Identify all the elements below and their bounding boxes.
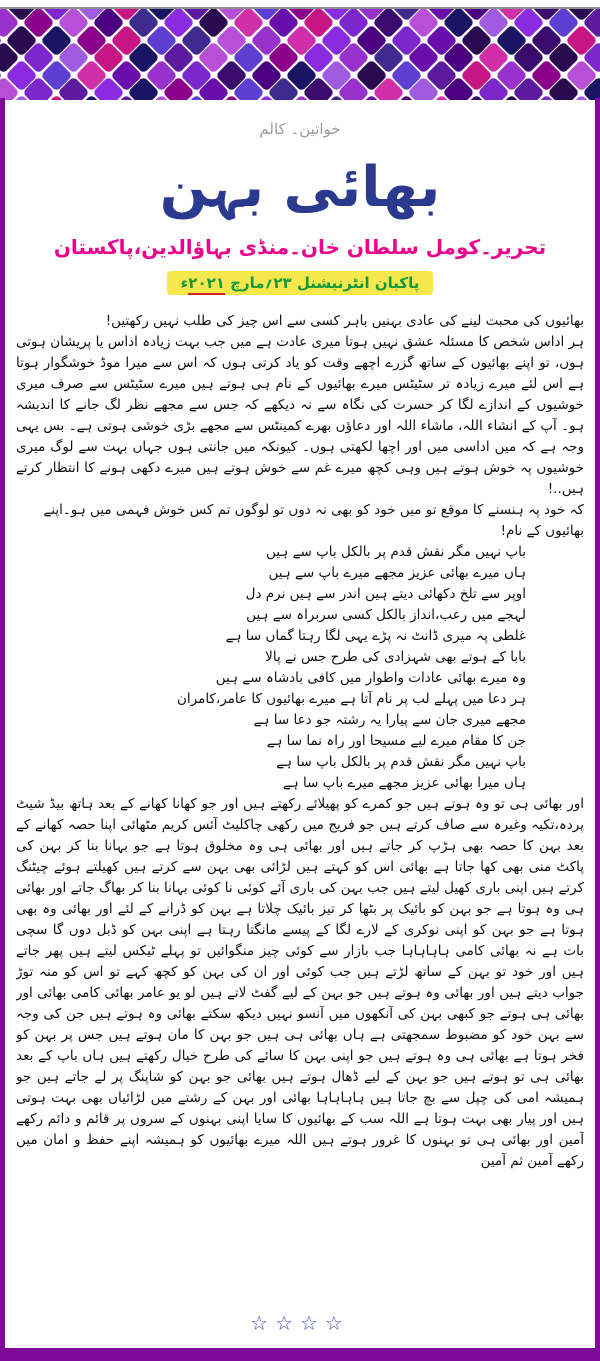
date-highlight <box>167 271 434 295</box>
content-column <box>6 100 594 1348</box>
poem-line: لہجے میں رعب،انداز بالکل کسی سربراہ سے ہیں <box>246 606 526 623</box>
right-border <box>595 98 600 1361</box>
poem <box>16 542 584 794</box>
poem-line: ہاں میرا بھائی عزیز مجھے میرے باپ سا ہے <box>282 774 526 791</box>
page-title: بھائی بہن <box>159 155 441 220</box>
paragraph-1: ہر اداس شخص کا مسئلہ عشق نہیں ہوتا میری عادت ہے میں جب بہت زیادہ اداس یا پریشان ہوتی ہوں، تو اپنے بھائیوں کے ساتھ گزرے اچھے وقت کو یاد کرتی ہوں کہ اس سے میرا موڈ خوشگوار ہوتا ہے اس لئے میرے زیادہ تر سٹیٹس میرے بھائیوں کے نام ہی ہوتے ہیں میرے سٹیٹس سے صرف میری خوشیوں کے اندازے لگا کر حسرت کی نگاہ سے نہ دیکھے کہ جس سے مجھے نظر لگ جانے کا اندیشہ ہو۔ آپ کے انشاء اللہ، ماشاء اللہ اور دعاؤں بھرے کمینٹس سے مجھے بڑی خوشی ہوتی ہے۔ بس یہی وجہ ہے کہ میں اداسی میں اور اچھا لکھتی ہوں۔ کیونکہ میں جانتی ہوں جہاں بہت سے لوگ میری خوشیوں پہ خوش ہوتے ہیں وہی کچھ میرے غم سے خوش ہوتے ہیں میرے دکھی ہونے کا انتظار کرتے ہیں..! <box>16 333 584 497</box>
header-mosaic <box>0 9 600 100</box>
date-prefix: پاکبان انٹرنیشنل ۲۳؍مارچ <box>230 273 420 292</box>
byline: تحریر۔کومل سلطان خان۔منڈی بہاؤالدین،پاکستان <box>53 234 547 259</box>
poem-line: بابا کے ہوتے بھی شہزادی کی طرح جس نے پالا <box>265 648 526 665</box>
date-suffix: ء <box>180 273 189 292</box>
paragraph-2: اور بھائی ہی تو وہ ہوتے ہیں جو کمرے کو پھیلائے رکھتے ہیں اور جو کھانا کھانے کے بعد ہاتھ بیڈ شیٹ پردہ،تکیہ وغیرہ سے صاف کرتے ہیں جو فریج میں رکھی چاکلیٹ آئس کریم مٹھائی اپنا حصہ کھانے کے بعد بہن کا حصہ بھی ہڑپ کر جاتے ہیں اور بھائی ہی وہ مخلوق ہوتا ہے جو بہانا بنا کر بہن کی پاکٹ منی بھی کھا جاتا ہے بھائی اس کو کہتے ہیں لڑائی بھی بہن سے کرتے ہیں کھیلتے ہوئے چیٹنگ کرتے ہیں اپنی باری کھیل لیتے ہیں جب بہن کی باری آئے کوئی نا کوئی بہانا بنا کر بھاگ جاتے اور بھائی ہی وہ ہوتا ہے جو بہن کو بائیک پر بٹھا کر تیز بائیک چلاتا ہے بہن کو ڈرانے کے لئے اور بھائی وہ بھی ہوتا ہے جو بہن کو اپنی نوکری کے لارے لگا کے پیسے مانگتا رہتا ہے اپنی بہن کو ڈبل دوں گا سچی بات ہے نہ بھائی کامی ہاہاہاہا جب بازار سے کوئی چیز منگوائیں تو پہلے ٹیکس لیتے ہیں پھر جاتے ہیں اور خود تو بہن کے ساتھ لڑتے ہیں جب کوئی اور ان کی بہن کو کچھ کہے تو اس کو منہ توڑ جواب دیتے ہیں اور بھائی وہ ہوتے ہیں جو بہن کے لیے گفٹ لاتے ہیں لو یو عامر بھائی کامی بھائی اور بھائی ہی ہوتے جو کبھی بہن کی آنکھوں میں آنسو نہیں دیکھ سکتے بھائی وہ ہوتے ہیں جن کی وجہ سے بہن خود کو مضبوط سمجھتی ہے ہاں بھائی ہی ہیں جو بہن کا مان ہوتے ہیں جس پر بہن کو فخر ہوتا ہے بھائی ہی وہ ہوتے ہیں جو اپنی بہن کا سائے کی طرح خیال رکھتے ہیں ہاں باپ کے بعد بھائی ہی تو ہوتے ہیں جو بہن کے لیے ڈھال ہوتے ہیں بھائی جو بہن کو شاپنگ پر لے جاتے ہیں جو ہمیشہ امی کی چپل سے بچ جاتا ہیں ہاہاہاہا بھائی اور بہن کے رشتے میں لڑائیاں بھی بہت ہوتی ہیں اور پیار بھی بہت ہوتا ہے اللہ سب کے بھائیوں کا سایا اپنی بہنوں کے سروں پر قائم و دائم رکھے آمین اور بھائی ہی تو بہنوں کا غرور ہوتے ہیں اللہ میرے بھائیوں کو ہمیشہ اپنے حفظ و امان میں رکھے آمین ثم آمین <box>16 795 584 1169</box>
dateline <box>6 271 594 295</box>
poem-line: مجھے میری جان سے پیارا یہ رشتہ جو دعا سا ہے <box>253 711 526 728</box>
transition-line: کہ خود پہ ہنسنے کا موقع تو میں خود کو بھی نہ دوں تو لوگوں تم کس خوش فہمی میں ہو۔اپنے بھائیوں کے نام! <box>43 501 584 539</box>
bottom-bar <box>0 1348 600 1361</box>
category-label: خواتین۔ کالم <box>259 120 341 138</box>
poem-line: باپ نہیں مگر نقش قدم پر بالکل باپ سے ہیں <box>266 543 526 560</box>
footer-stars: ☆☆☆☆ <box>250 1311 350 1335</box>
date-year: ۲۰۲۱ <box>188 274 225 295</box>
article-body <box>16 311 584 1263</box>
poem-line: وہ میرے بھائی عادات واطوار میں کافی بادشاہ سے ہیں <box>215 669 526 686</box>
poem-line: ہر دعا میں پہلے لب پر نام آتا ہے میرے بھائیوں کا عامر،کامران <box>176 690 526 707</box>
poem-line: ہاں میرے بھائی عزیز مجھے میرے باپ سے ہیں <box>268 564 526 581</box>
intro-line: بھائیوں کی محبت لینے کی عادی بہنیں باہر کسی سے اس چیز کی طلب نہیں رکھتیں! <box>105 312 584 329</box>
poem-line: باپ نہیں مگر نقش قدم پر بالکل باپ سا ہے <box>276 753 526 770</box>
poem-line: غلطی پہ میری ڈانٹ نہ پڑے یہی لگا رہتا گماں سا ہے <box>225 627 526 644</box>
poem-line: جن کا مقام میرے لیے مسیحا اور راہ نما سا ہے <box>266 732 526 749</box>
left-border <box>0 98 5 1361</box>
poem-line: اوپر سے تلخ دکھائی دیتے ہیں اندر سے ہیں نرم دل <box>245 585 526 602</box>
